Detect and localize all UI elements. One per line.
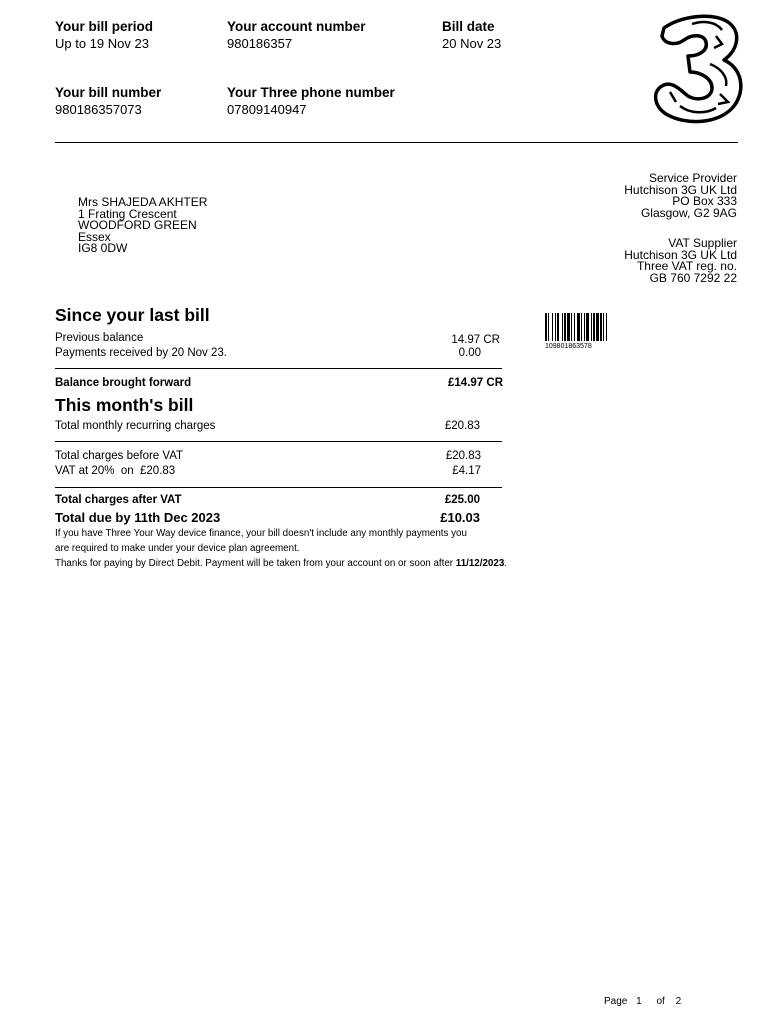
provider-line: Glasgow, G2 9AG [640, 205, 737, 220]
bill-number-value: 980186357073 [55, 102, 142, 117]
page-current: 1 [636, 996, 642, 1007]
provider-line: Hutchison 3G UK Ltd [624, 182, 737, 197]
after-vat-label: Total charges after VAT [55, 494, 182, 506]
before-vat-label: Total charges before VAT [55, 450, 184, 462]
bill-date-value: 20 Nov 23 [442, 36, 502, 51]
previous-balance-label: Previous balance [55, 332, 144, 344]
header-divider [55, 142, 738, 143]
vat-line: GB 760 7292 22 [649, 270, 737, 285]
barcode-bar [584, 313, 585, 341]
barcode-bar [577, 313, 580, 341]
vat-supplier-block [624, 238, 737, 284]
payments-received-label: Payments received by 20 Nov 23. [55, 347, 227, 359]
barcode-bar [606, 313, 607, 341]
barcode-bar [557, 313, 559, 341]
account-number-value: 980186357 [227, 36, 293, 51]
recurring-charges-value: £20.83 [444, 420, 480, 432]
address-line: IG8 0DW [78, 241, 128, 255]
barcode-bar [545, 313, 547, 341]
payment-date: 11/12/2023 [455, 558, 505, 569]
balance-forward-value: £14.97 CR [448, 377, 503, 389]
bill-period-label: Your bill period [55, 19, 154, 34]
before-vat-value: £20.83 [445, 450, 481, 462]
direct-debit-note [55, 558, 507, 569]
address-line: 1 Frating Crescent [78, 206, 177, 221]
barcode-bar [571, 313, 572, 341]
barcode-number: 109801863578 [545, 343, 592, 350]
address-line: Mrs SHAJEDA AKHTER [78, 195, 208, 209]
payments-received-value: 0.00 [458, 347, 481, 359]
of-label: of [656, 996, 665, 1007]
barcode-bar [567, 313, 570, 341]
barcode-bar [596, 313, 599, 341]
page-label: Page [604, 996, 628, 1007]
after-vat-value: £25.00 [444, 494, 480, 506]
since-last-bill-heading: Since your last bill [55, 305, 210, 325]
vat-line: Hutchison 3G UK Ltd [624, 247, 737, 262]
barcode-bar [548, 313, 549, 341]
barcode [545, 313, 671, 341]
barcode-bar [586, 313, 589, 341]
this-month-heading: This month's bill [55, 395, 194, 415]
barcode-bar [603, 313, 604, 341]
account-number-label: Your account number [227, 19, 366, 34]
total-due-label: Total due by 11th Dec 2023 [55, 510, 221, 525]
barcode-bar [564, 313, 566, 341]
balance-forward-label: Balance brought forward [55, 377, 192, 389]
barcode-bar [552, 313, 553, 341]
address-line: Essex [78, 229, 111, 244]
service-provider-block [624, 173, 737, 219]
barcode-bar [591, 313, 592, 341]
bill-date-label: Bill date [442, 19, 495, 34]
section-divider [55, 441, 502, 442]
barcode-bar [593, 313, 595, 341]
device-finance-note-continued: are required to make under your device plan agreement. [55, 543, 300, 554]
page-indicator [604, 996, 681, 1007]
barcode-bar [555, 313, 556, 341]
device-finance-note: If you have Three Your Way device finance, your bill doesn't include any monthly payments you [55, 528, 467, 539]
bill-number-label: Your bill number [55, 85, 162, 100]
vat-line: Three VAT reg. no. [636, 259, 737, 273]
bill-period-value: Up to 19 Nov 23 [55, 36, 149, 51]
barcode-bar [562, 313, 563, 341]
section-divider [55, 368, 502, 369]
vat-value: £4.17 [452, 465, 481, 477]
barcode-bar [600, 313, 602, 341]
direct-debit-suffix: . [504, 558, 508, 569]
page-total: 2 [675, 996, 682, 1007]
barcode-bar [574, 313, 575, 341]
customer-address [78, 197, 207, 255]
total-due-value: £10.03 [440, 510, 480, 525]
recurring-charges-label: Total monthly recurring charges [55, 420, 216, 432]
barcode-bar [581, 313, 582, 341]
direct-debit-text: Thanks for paying by Direct Debit. Payment will be taken from your account on or soon after [55, 558, 456, 569]
provider-line: PO Box 333 [672, 194, 737, 208]
address-line: WOODFORD GREEN [78, 218, 197, 232]
provider-line: Service Provider [648, 171, 737, 185]
phone-number-value: 07809140947 [227, 102, 307, 117]
vat-label: VAT at 20% on £20.83 [55, 465, 176, 477]
previous-balance-value: 14.97 CR [451, 334, 500, 346]
vat-line: VAT Supplier [668, 236, 737, 250]
three-logo [650, 10, 746, 126]
section-divider [55, 487, 502, 488]
phone-number-label: Your Three phone number [227, 85, 395, 100]
